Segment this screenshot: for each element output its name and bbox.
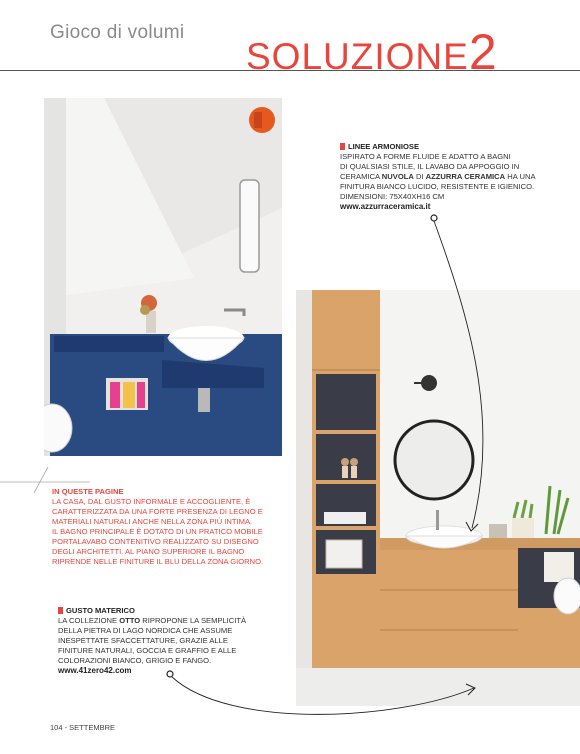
text-run: RIPROPONE LA SEMPLICITÀ bbox=[140, 616, 247, 625]
brand-url[interactable]: www.41zero42.com bbox=[58, 666, 132, 675]
heading-text: LINEE ARMONIOSE bbox=[348, 142, 420, 151]
brand-url[interactable]: www.azzurraceramica.it bbox=[340, 202, 431, 211]
caption-line: COLORAZIONI BIANCO, GRIGIO E FANGO. bbox=[58, 656, 212, 665]
caption-line: LA CASA, DAL GUSTO INFORMALE E ACCOGLIENTE, È bbox=[52, 497, 251, 506]
caption-line: IL BAGNO PRINCIPALE È DOTATO DI UN PRATICO MOBILE bbox=[52, 527, 263, 536]
collection-name: OTTO bbox=[119, 616, 141, 625]
title-number: 2 bbox=[468, 24, 498, 80]
heading-text: GUSTO MATERICO bbox=[66, 606, 135, 615]
title-word: SOLUZIONE bbox=[246, 36, 469, 77]
caption-line: PORTALAVABO CONTENITIVO REALIZZATO SU DISEGNO bbox=[52, 537, 259, 546]
caption-line: FINITURA BIANCO LUCIDO, RESISTENTE E IGIENICO. bbox=[340, 182, 535, 191]
caption-line: MATERIALI NATURALI ANCHE NELLA ZONA PIÙ INTIMA. bbox=[52, 517, 253, 526]
caption-line: FINITURE NATURALI, GOCCIA E GRAFFIO E ALLE bbox=[58, 646, 237, 655]
page-folio: 104 - SETTEMBRE bbox=[50, 723, 116, 732]
caption-line: RIPRENDE NELLE FINITURE IL BLU DELLA ZONA GIORNO. bbox=[52, 557, 264, 566]
text-run: DI bbox=[413, 172, 426, 181]
text-run: HA UNA bbox=[505, 172, 536, 181]
section-kicker: Gioco di volumi bbox=[50, 22, 185, 43]
text-run: LA COLLEZIONE bbox=[58, 616, 120, 625]
caption-line: DELLA PIETRA DI LAGO NORDICA CHE ASSUME bbox=[58, 626, 233, 635]
brand-name: AZZURRA CERAMICA bbox=[425, 172, 506, 181]
caption-line: DIMENSIONI: 75X40XH16 CM bbox=[340, 192, 445, 201]
caption-line: ISPIRATO A FORME FLUIDE E ADATTO A BAGNI bbox=[340, 152, 511, 161]
caption-line: CARATTERIZZATA DA UNA FORTE PRESENZA DI LEGNO E bbox=[52, 507, 263, 516]
pointer-linee bbox=[431, 215, 483, 531]
caption-line: DEGLI ARCHITETTI. AL PIANO SUPERIORE IL BAGNO bbox=[52, 547, 245, 556]
product-name: NUVOLA bbox=[381, 172, 414, 181]
text-run: CERAMICA bbox=[340, 172, 382, 181]
caption-line: INESPETTATE SFACCETTATURE, GRAZIE ALLE bbox=[58, 636, 228, 645]
pointer-gusto bbox=[167, 671, 475, 714]
caption-line: DI QUALSIASI STILE, IL LAVABO DA APPOGGIO IN bbox=[340, 162, 520, 171]
caption-heading: IN QUESTE PAGINE bbox=[52, 487, 124, 496]
